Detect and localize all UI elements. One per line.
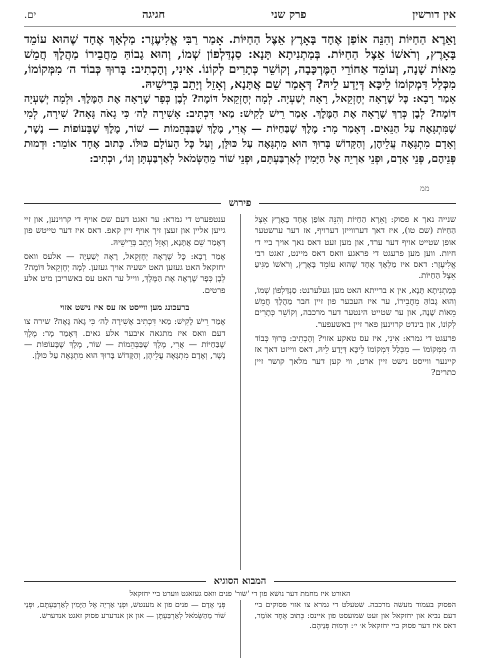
commentary-heading: פירוש: [228, 197, 252, 209]
commentary-paragraph: אָמַר רָבָא: כׇּל שֶׁרָאָה יְחֶזְקֵאל, רָאָה יְשַׁעְיָה — אלעס וואס יחזקאל האט געזען האט ישעיה אויך געזען. לְמָה יְחֶזְקֵאל דּוֹמֶה? לְבֶן כְּפָר שֶׁרָאָה אֶת הַמֶּלֶךְ, ווייל ער האט עס באשריבן מיט אלע פרטים.: [24, 250, 226, 295]
commentary-divider: [24, 196, 456, 210]
column-rule: [240, 214, 241, 570]
page-reference: ים.: [24, 10, 37, 21]
column-rule: [240, 600, 241, 658]
gemara-text-block: [24, 32, 456, 182]
notes-columns: [24, 600, 456, 658]
commentary-subheading: ברעכונג מען ווייסט אז עס איז נישט אזוי: [60, 302, 190, 313]
commentary-column-left: [24, 214, 226, 570]
commentary-columns: [24, 214, 456, 570]
commentary-paragraph: ענטפערט די גמרא: ער זאגט דעם שם אויף די קרוינען, און זיי גייען אליין און זעצן זיך אויף זיין קאפ. דאס איז דער טייטש פון דְּאָמַר שֵׁם אֲתָּנָא, וְאָזֵל וְיָתֵב בְּרֵישֵׁיהּ.: [24, 214, 226, 247]
commentary-column-right: [255, 214, 457, 570]
tractate-section-title: אין דורשין: [412, 8, 456, 21]
commentary-paragraph: אָמַר רֵישׁ לָקִישׁ: מַאי דִּכְתִיב אָשִׁירָה לַה׳ כִּי גָאֹה גָּאָה? שירה צו דעם וואס איז מתגאה איבער אלע גאים. דְּאָמַר מָר: מֶלֶךְ שֶׁבַּחַיּוֹת — אֲרִי, מֶלֶךְ שֶׁבַּבְּהֵמוֹת — שׁוֹר, מֶלֶךְ שֶׁבָּעוֹפוֹת — נֶשֶׁר, וְאָדָם מִתְגָּאֶה עֲלֵיהֶן, וְהַקָּדוֹשׁ בָּרוּךְ הוּא מִתְגָּאֶה עַל כּוּלָּן.: [24, 316, 226, 361]
gemara-paragraph: אָמַר רָבָא: כׇּל שֶׁרָאָה יְחֶזְקֵאל, רָאָה יְשַׁעְיָה. לְמָה יְחֶזְקֵאל דּוֹמֶה? לְבֶן כְּפָר שֶׁרָאָה אֶת הַמֶּלֶךְ. וּלְמָה יְשַׁעְיָה דּוֹמֶה? לְבֶן כְּרַךְ שֶׁרָאָה אֶת הַמֶּלֶךְ. אָמַר רֵישׁ לָקִישׁ: מַאי דִּכְתִיב: אָשִׁירָה לַה׳ כִּי גָאֹה גָּאָה? שִׁירָה, לְמִי שֶׁמִּתְגָּאֶה עַל הַגֵּאִים. דְּאָמַר מָר: מֶלֶךְ שֶׁבַּחַיּוֹת — אֲרִי, מֶלֶךְ שֶׁבַּבְּהֵמוֹת — שׁוֹר, מֶלֶךְ שֶׁבָּעוֹפוֹת — נֶשֶׁר, וְאָדָם מִתְגָּאֶה עֲלֵיהֶן, וְהַקָּדוֹשׁ בָּרוּךְ הוּא מִתְגָּאֶה עַל כּוּלָּן, וְעַל כׇּל הָעוֹלָם כּוּלּוֹ. כְּתוּב אֶחָד אוֹמֵר: וּדְמוּת פְּנֵיהֶם, פְּנֵי אָדָם, וּפְנֵי אַרְיֵה אֶל הַיָּמִין לְאַרְבַּעְתָּם, וּפְנֵי שׁוֹר מֵהַשְּׂמֹאל לְאַרְבַּעְתָּן וְגוֹ׳, וּכְתִיב:: [24, 93, 456, 165]
chapter-title: פרק שני: [271, 8, 307, 21]
notes-heading: המבוא הסוגיא: [213, 575, 267, 587]
running-header: [24, 8, 456, 27]
notes-column-right: הפסוק בעמוד מעשה מרכבה. שטעלט די גמרא צו אזוי פסוקים ביי דעם נביא און יחזקאל און זעט שמועסט פון איינס: כְּתוּב אֶחָד אוֹמֵר, דאס איז דער פסוק ביי יחזקאל א׳ י׳: וּדְמוּת פְּנֵיהֶם.: [254, 600, 456, 630]
notes-subtitle: האורט איז מחמת דער נושא פון די 'שור' פנים וואס געזאגט ווערט ביי יחזקאל: [129, 589, 351, 598]
commentary-paragraph: פרעגט די גמרא: אִינִי, איז עס טאקע אזוי? וְהָכְתִיב: בָּרוּךְ כְּבוֹד ה׳ מִמְּקוֹמוֹ — מִכְּלַל דִּמְקוֹמוֹ לֵיכָּא דְּיָדַע לֵיהּ, דאס ווייזט דאך אז קיינער ווייסט נישט זיין ארט, ווי קען דער מלאך קושר זיין כתרים?: [254, 332, 456, 377]
notes-column-left: פְּנֵי אָדָם — פנים פון א מענטש, וּפְנֵי אַרְיֵה אֶל הַיָּמִין לְאַרְבַּעְתָּם, וּפְנֵי שׁוֹר מֵהַשְּׂמֹאל לְאַרְבַּעְתָּן — און אן אנדערע פסוק זאגט אנדערש.: [24, 600, 226, 620]
gemara-paragraph: וָאֵרֶא הַחַיּוֹת וְהִנֵּה אוֹפַן אֶחָד בָּאָרֶץ אֵצֶל הַחַיּוֹת. אָמַר רַבִּי אֱלִיעֶזֶר: מַלְאָךְ אֶחָד שֶׁהוּא עוֹמֵד בָּאָרֶץ, וְרֹאשׁוֹ אֵצֶל הַחַיּוֹת. בְּמַתְנִיתָא תָּנָא: סַנְדַּלְפוֹן שְׁמוֹ, וְהוּא גָבוֹהַּ מֵחֲבֵירוֹ מַהֲלָךְ חֲמֵשׁ מֵאוֹת שָׁנָה, וְעוֹמֵד אַחוֹרֵי הַמֶּרְכָּבָה, וְקוֹשֵׁר כְּתָרִים לְקוֹנוֹ. אִינִי, וְהָכְתִיב: בָּרוּךְ כְּבוֹד ה׳ מִמְּקוֹמוֹ, מִכְּלַל דִּמְקוֹמוֹ לֵיכָּא דְּיָדַע לֵיהּ? דְּאָמַר שֵׁם אֲתָּנָא, וְאָזֵל וְיָתֵב בְּרֵישֵׁיהּ.: [24, 32, 456, 91]
commentary-paragraph: בְּמַתְנִיתָא תָּנָא, אין א ברייתא האט מען געלערנט: סַנְדַּלְפוֹן שְׁמוֹ, וְהוּא גָבוֹהַּ מֵחֲבֵירוֹ, ער איז העכער פון זיין חבר מַהֲלָךְ חֲמֵשׁ מֵאוֹת שָׁנָה, און ער שטייט הינטער דער מרכבה, וְקוֹשֵׁר כְּתָרִים לְקוֹנוֹ, און בינדט קרוינען פאר זיין באשעפער.: [254, 284, 456, 329]
end-mark: ממ: [420, 184, 430, 193]
tractate-name: חגיגה: [142, 8, 166, 21]
notes-divider: [24, 574, 456, 588]
commentary-paragraph: שנייה נאך א פסוק: וָאֵרֶא הַחַיּוֹת וְהִנֵּה אוֹפַן אֶחָד בָּאָרֶץ אֵצֶל הַחַיּוֹת (שם טו), איז דאך דערווייזן דערויף, אז דער ערשטער אופן שטייט אויף דער ערד, און מען זעט דאס נאך אויך ביי די חיות. ווען מען פרעגט די פראגע וואס דאס מיינט, זאגט רבי אֱלִיעֶזֶר: דאס איז מַלְאָךְ אֶחָד שֶׁהוּא עוֹמֵד בָּאָרֶץ, וְרֹאשׁוֹ מַגִּיעַ אֵצֶל הַחַיּוֹת.: [254, 214, 456, 281]
